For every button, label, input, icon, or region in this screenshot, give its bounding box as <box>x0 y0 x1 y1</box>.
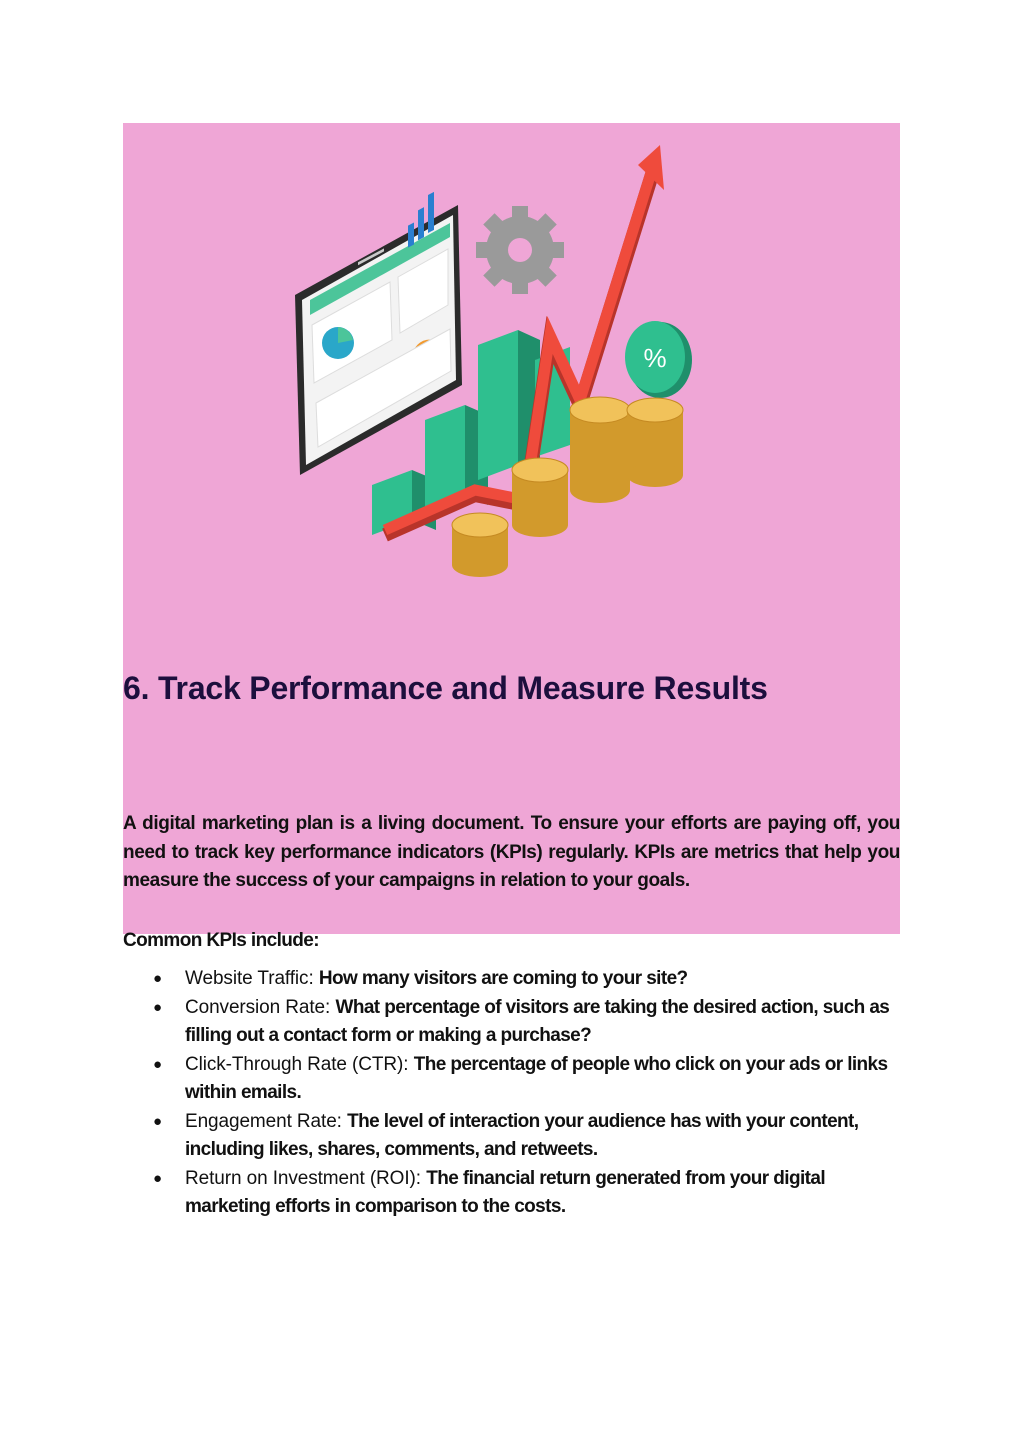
kpi-item <box>123 965 900 994</box>
marketing-growth-illustration <box>240 145 700 605</box>
kpi-heading: Common KPIs include: <box>123 930 319 951</box>
kpi-description: The financial return generated from your digital marketing efforts in comparison to the costs. <box>185 1167 825 1217</box>
kpi-term: Engagement Rate: <box>185 1110 342 1132</box>
section-intro: A digital marketing plan is a living document. To ensure your efforts are paying off, you need to track key performance indicators (KPIs) regularly. KPIs are metrics that help you measure the success of your campaigns in relation to your goals. <box>123 813 900 891</box>
bullet-icon: ● <box>153 998 163 1016</box>
kpi-item <box>123 1165 900 1222</box>
kpi-term: Return on Investment (ROI): <box>185 1167 421 1189</box>
svg-text:%: % <box>643 343 667 373</box>
kpi-term: Conversion Rate: <box>185 996 331 1018</box>
kpi-description: The level of interaction your audience has with your content, including likes, shares, comments, and retweets. <box>185 1110 859 1160</box>
section-heading: 6. Track Performance and Measure Results <box>123 670 768 706</box>
gear-icon <box>476 206 564 294</box>
bullet-icon: ● <box>153 1055 163 1073</box>
kpi-item <box>123 1051 900 1108</box>
kpi-term: Website Traffic: <box>185 968 314 989</box>
kpi-list <box>123 965 900 1222</box>
kpi-description: How many visitors are coming to your site? <box>318 968 688 989</box>
kpi-description: The percentage of people who click on your ads or links within emails. <box>185 1053 888 1103</box>
bullet-icon: ● <box>153 970 163 987</box>
kpi-description: What percentage of visitors are taking the desired action, such as filling out a contact form or making a purchase? <box>185 996 890 1046</box>
bullet-icon: ● <box>153 1169 163 1187</box>
kpi-item <box>123 994 900 1051</box>
percent-badge-icon <box>625 321 692 398</box>
bullet-icon: ● <box>153 1112 163 1130</box>
kpi-term: Click-Through Rate (CTR): <box>185 1053 409 1075</box>
kpi-item <box>123 1108 900 1165</box>
